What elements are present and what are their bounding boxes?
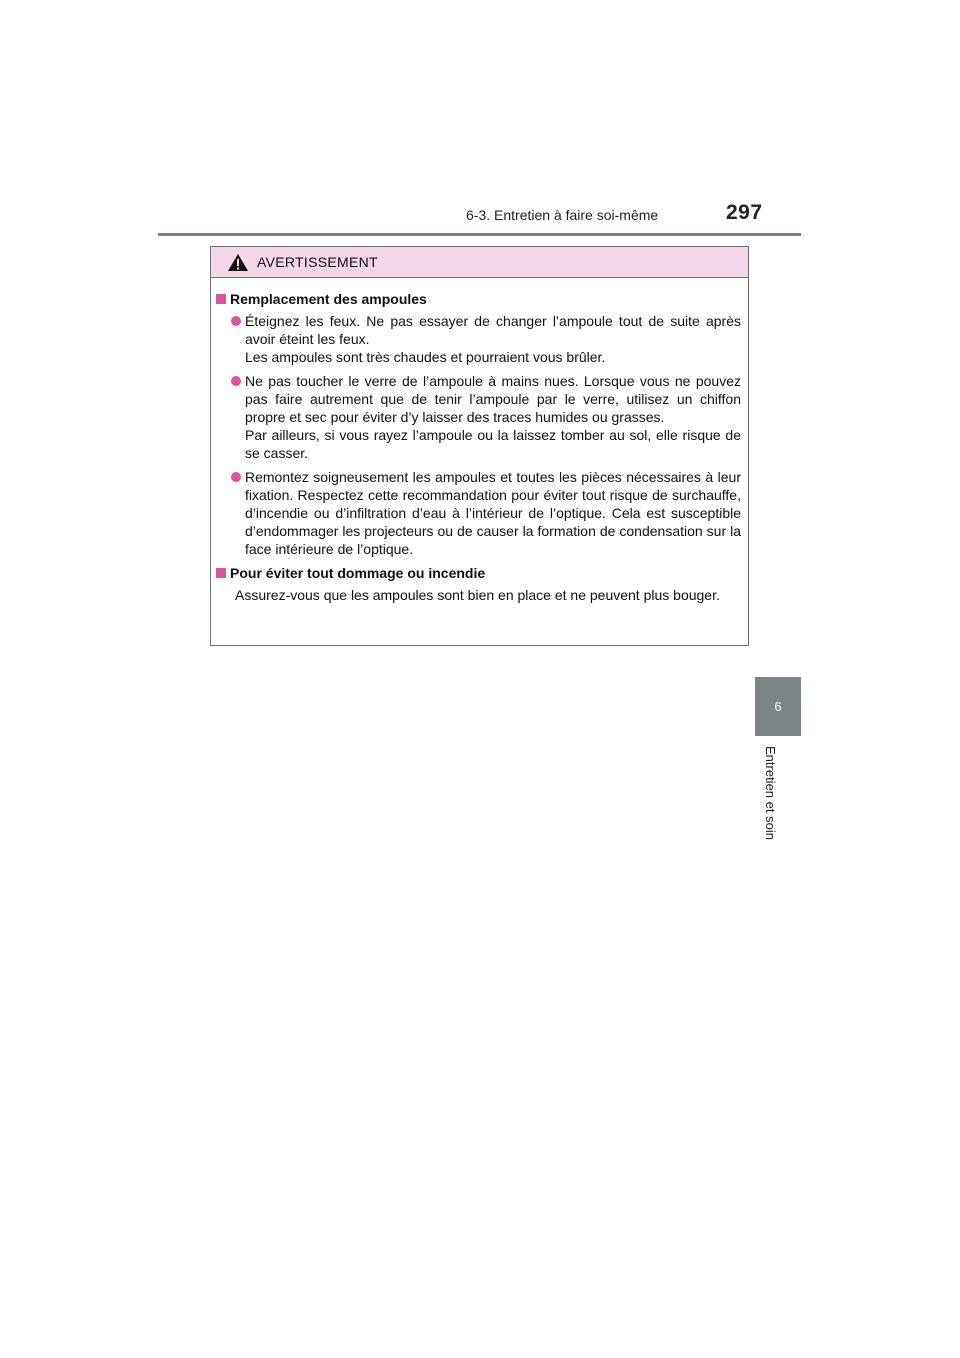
warning-triangle-icon	[227, 253, 249, 272]
chapter-tab	[755, 677, 801, 736]
square-bullet-icon	[216, 294, 226, 304]
section-heading	[216, 564, 741, 582]
chapter-number: 6	[774, 699, 782, 714]
list-item	[231, 468, 741, 558]
warning-title: AVERTISSEMENT	[257, 254, 378, 270]
chapter-label: Entretien et soin	[763, 746, 778, 840]
section-heading	[216, 290, 741, 308]
bullet-line: Remontez soigneusement les ampoules et toutes les pièces nécessaires à leur fixation. Respectez cette recommandation pour éviter tout risque de surchauffe, d’incendie ou d’infiltration d’eau à l’intérieur de l’optique. Cela est susceptible d’endommager les projecteurs ou de causer la formation de condensation sur la face intérieure de l’optique.	[245, 469, 741, 557]
round-bullet-icon	[231, 472, 241, 482]
bullet-line: Par ailleurs, si vous rayez l’ampoule ou la laissez tomber au sol, elle risque de se casser.	[245, 427, 741, 461]
list-item	[231, 312, 741, 366]
page-number: 297	[726, 201, 763, 224]
section-text: Assurez-vous que les ampoules sont bien en place et ne peuvent plus bouger.	[235, 587, 720, 603]
section-heading-text: Remplacement des ampoules	[230, 291, 427, 307]
header-rule	[158, 233, 801, 236]
round-bullet-icon	[231, 316, 241, 326]
warning-box	[210, 246, 749, 646]
warning-body	[211, 278, 748, 604]
list-item	[231, 372, 741, 462]
bullet-line: Éteignez les feux. Ne pas essayer de changer l’ampoule tout de suite après avoir éteint les feux.	[245, 313, 741, 347]
section-heading-text: Pour éviter tout dommage ou incendie	[230, 565, 486, 581]
bullet-line: Les ampoules sont très chaudes et pourraient vous brûler.	[245, 349, 606, 365]
bullet-line: Ne pas toucher le verre de l’ampoule à mains nues. Lorsque vous ne pouvez pas faire autrement que de tenir l’ampoule par le verre, utilisez un chiffon propre et sec pour éviter d’y laisser des traces humides ou grasses.	[245, 373, 741, 425]
warning-header	[211, 247, 748, 278]
round-bullet-icon	[231, 376, 241, 386]
section-title: 6-3. Entretien à faire soi-même	[466, 207, 659, 223]
square-bullet-icon	[216, 568, 226, 578]
